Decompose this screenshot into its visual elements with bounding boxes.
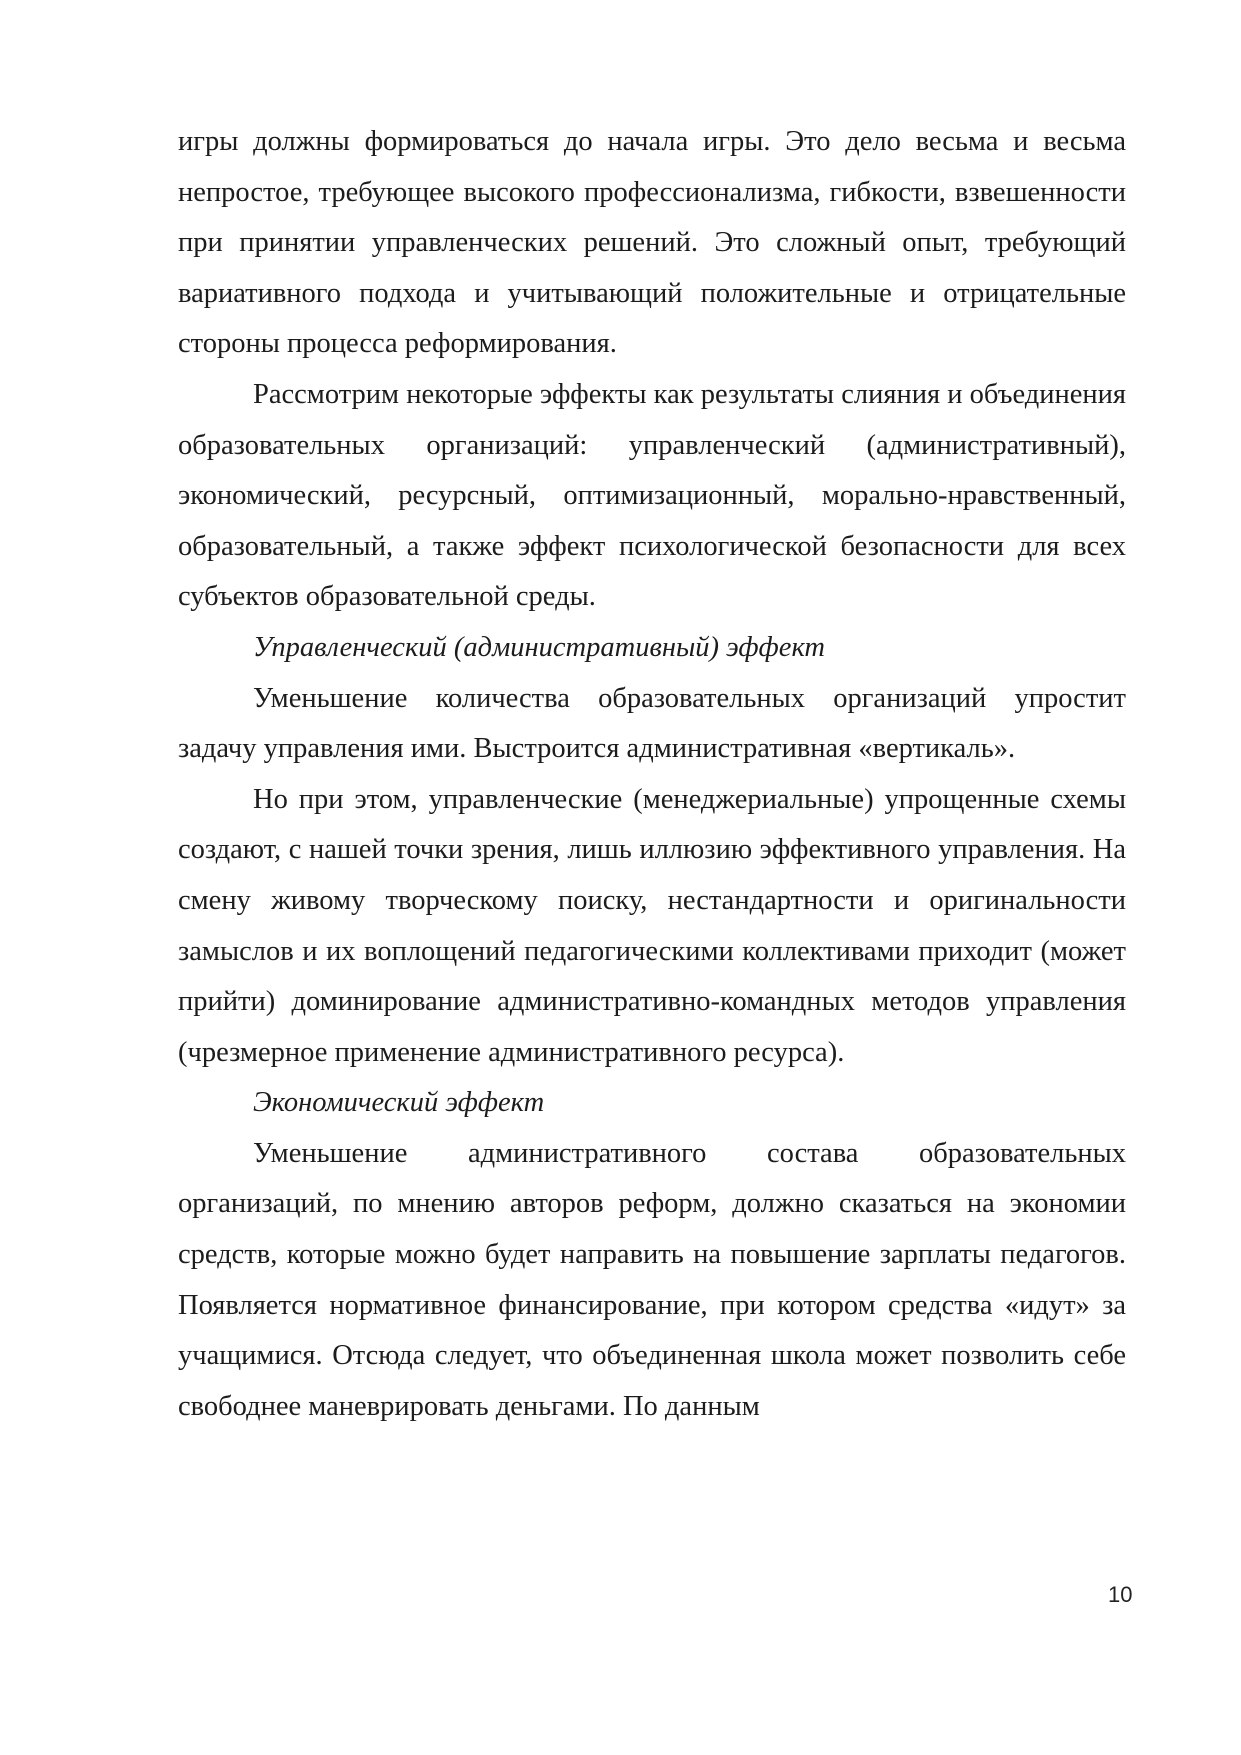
page-number: 10 bbox=[1108, 1582, 1133, 1607]
paragraph-managerial-illusion: Но при этом, управленческие (менеджериальные) упрощенные схемы создают, с нашей точки зрения, лишь иллюзию эффективного управления. На смену живому творческому поиску, нестандартности и оригинальности замыслов и их воплощений педагогическими коллективами приходит (может прийти) доминирование административно-командных методов управления (чрезмерное применение административного ресурса). bbox=[178, 783, 1126, 1068]
paragraph-effects-overview: Рассмотрим некоторые эффекты как результаты слияния и объединения образовательных организаций: управленческий (административный), экономический, ресурсный, оптимизационный, морально-нравственный, образовательный, а также эффект психологической безопасности для всех субъектов образовательной среды. bbox=[178, 378, 1126, 613]
heading-managerial-effect: Управленческий (административный) эффект bbox=[253, 631, 825, 663]
paragraph-managerial-reduction: Уменьшение количества образовательных организаций упростит задачу управления ими. Выстроится административная «вертикаль». bbox=[178, 682, 1126, 765]
heading-economic-effect: Экономический эффект bbox=[253, 1087, 545, 1119]
document-page bbox=[178, 117, 1126, 1432]
paragraph-economic-reduction: Уменьшение административного состава образовательных организаций, по мнению авторов реформ, должно сказаться на экономии средств, которые можно будет направить на повышение зарплаты педагогов. Появляется нормативное финансирование, при котором средства «идут» за учащимися. Отсюда следует, что объединенная школа может позволить себе свободнее маневрировать деньгами. По данным bbox=[178, 1137, 1126, 1422]
paragraph-continuation: игры должны формироваться до начала игры. Это дело весьма и весьма непростое, требующее высокого профессионализма, гибкости, взвешенности при принятии управленческих решений. Это сложный опыт, требующий вариативного подхода и учитывающий положительные и отрицательные стороны процесса реформирования. bbox=[178, 126, 1126, 360]
